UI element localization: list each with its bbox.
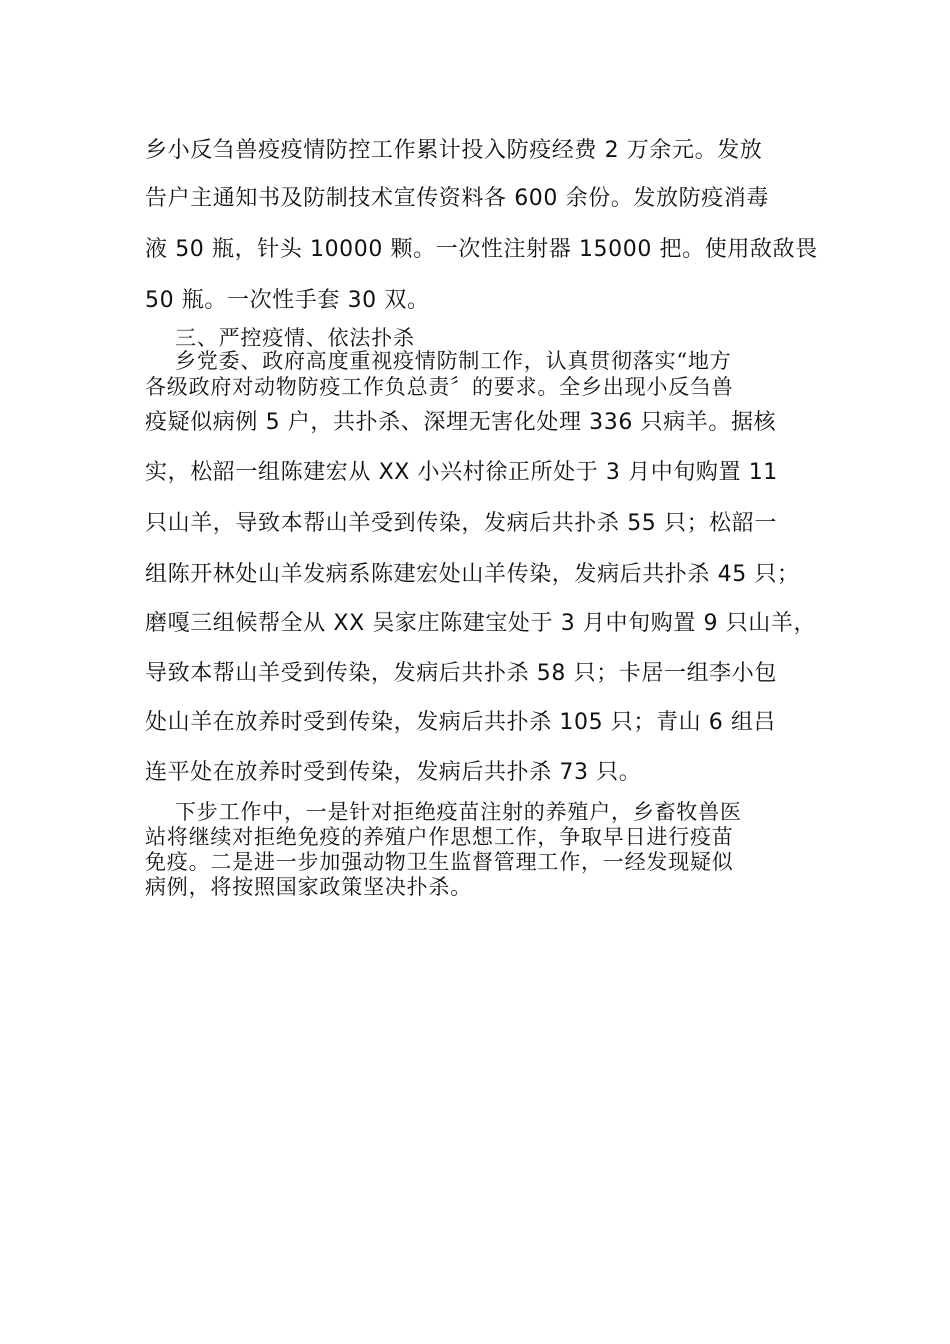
paragraph-line: 告户主通知书及防制技术宣传资料各 600 余份。发放防疫消毒	[145, 186, 769, 211]
paragraph-line: 组陈开林处山羊发病系陈建宏处山羊传染，发病后共扑杀 45 只；	[145, 562, 800, 587]
paragraph-line: 只山羊，导致本帮山羊受到传染，发病后共扑杀 55 只；松韶一	[145, 511, 777, 536]
paragraph-line: 磨嘎三组候帮全从 XX 吴家庄陈建宝处于 3 月中旬购置 9 只山羊，	[145, 611, 817, 636]
paragraph-line: 各级政府对动物防疫工作负总责〞的要求。全乡出现小反刍兽	[145, 375, 734, 399]
paragraph-line: 病例，将按照国家政策坚决扑杀。	[145, 875, 472, 899]
paragraph-line: 下步工作中，一是针对拒绝疫苗注射的养殖户，乡畜牧兽医	[175, 800, 742, 824]
paragraph-line: 液 50 瓶，针头 10000 颗。一次性注射器 15000 把。使用敌敌畏	[145, 237, 818, 262]
paragraph-line: 连平处在放养时受到传染，发病后共扑杀 73 只。	[145, 760, 642, 785]
paragraph-line: 疫疑似病例 5 户，共扑杀、深埋无害化处理 336 只病羊。据核	[145, 410, 777, 435]
paragraph-line: 站将继续对拒绝免疫的养殖户作思想工作，争取早日进行疫苗	[145, 825, 734, 849]
section-heading: 三、严控疫情、依法扑杀	[175, 326, 415, 350]
paragraph-line: 导致本帮山羊受到传染，发病后共扑杀 58 只；卡居一组李小包	[145, 661, 777, 686]
paragraph-line: 乡小反刍兽疫疫情防控工作累计投入防疫经费 2 万余元。发放	[145, 138, 763, 163]
paragraph-line: 乡党委、政府高度重视疫情防制工作，认真贯彻落实“地方	[175, 349, 732, 373]
paragraph-line: 50 瓶。一次性手套 30 双。	[145, 288, 430, 313]
paragraph-line: 处山羊在放养时受到传染，发病后共扑杀 105 只；青山 6 组吕	[145, 710, 777, 735]
paragraph-line: 实，松韶一组陈建宏从 XX 小兴村徐正所处于 3 月中旬购置 11	[145, 460, 778, 485]
paragraph-line: 免疫。二是进一步加强动物卫生监督管理工作，一经发现疑似	[145, 850, 734, 874]
